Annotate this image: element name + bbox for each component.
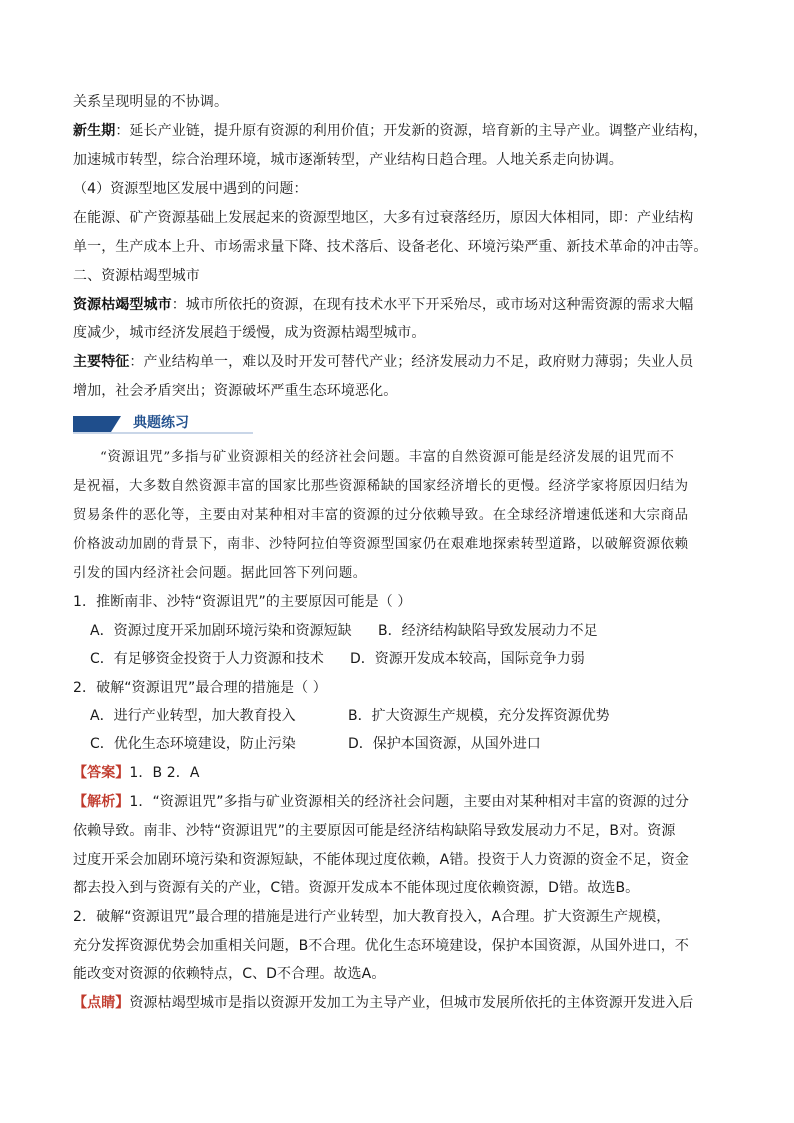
option-b: B．经济结构缺陷导致发展动力不足 [378,623,598,639]
text-span: ：延长产业链，提升原有资源的利用价值；开发新的资源，培育新的主导产业。调整产业结构， [115,123,708,139]
text-line: 在能源、矿产资源基础上发展起来的资源型地区，大多有过衰落经历，原因大体相同，即：产业结构 [73,210,694,226]
section-title: 典题练习 [133,415,189,431]
option-a: A．资源过度开采加剧环境污染和资源短缺 [90,623,352,639]
text-span: 1．“资源诅咒”多指与矿业资源相关的经济社会问题，主要由对某种相对丰富的资源的过分 [129,794,689,810]
banner-bar [73,416,111,432]
passage-line: 引发的国内经济社会问题。据此回答下列问题。 [73,566,367,581]
text-line [73,352,736,372]
term-label: 资源枯竭型城市 [73,297,172,313]
analysis-line: 充分发挥资源优势会加重相关问题，B不合理。优化生态环境建设，保护本国资源，从国外进口，不 [73,938,690,954]
option-c: C．有足够资金投资于人力资源和技术 [90,651,324,667]
text-span: ：产业结构单一，难以及时开发可替代产业；经济发展动力不足，政府财力薄弱；失业人员 [129,354,694,370]
analysis-line: 依赖导致。南非、沙特“资源诅咒”的主要原因可能是经济结构缺陷导致发展动力不足，B对。资源 [73,823,676,839]
analysis-line [73,792,736,812]
tip-line [73,993,736,1013]
passage-line: 是祝福，大多数自然资源丰富的国家比那些资源稀缺的国家经济增长的更慢。经济学家将原因归结为 [73,479,689,494]
question-stem: 1．推断南非、沙特“资源诅咒”的主要原因可能是（ ） [73,594,412,610]
term-label: 新生期 [73,123,116,139]
question-stem: 2．破解“资源诅咒”最合理的措施是（ ） [73,680,327,696]
passage-line: 价格波动加剧的背景下，南非、沙特阿拉伯等资源型国家仍在艰难地探索转型道路，以破解资源依赖 [73,537,689,552]
analysis-line: 过度开采会加剧环境污染和资源短缺，不能体现过度依赖，A错。投资于人力资源的资金不足，资金 [73,852,689,868]
text-line: 加速城市转型，综合治理环境，城市逐渐转型，产业结构日趋合理。人地关系走向协调。 [73,152,623,168]
text-line: 单一，生产成本上升、市场需求量下降、技术落后、设备老化、环境污染严重、新技术革命的冲击等。 [73,239,708,255]
section-banner [73,413,253,431]
option-d: D．资源开发成本较高，国际竞争力弱 [350,651,585,667]
text-line: 增加，社会矛盾突出；资源破坏严重生态环境恶化。 [73,383,398,399]
answer-line [73,763,736,783]
banner-triangle [111,416,121,432]
passage-line: “资源诅咒”多指与矿业资源相关的经济社会问题。丰富的自然资源可能是经济发展的诅咒而不 [100,450,675,465]
term-label: 主要特征 [73,354,130,370]
text-line: 关系呈现明显的不协调。 [73,94,229,110]
section-heading: 二、资源枯竭型城市 [73,268,200,284]
text-line [73,121,736,141]
option-c: C．优化生态环境建设，防止污染 [90,736,296,752]
analysis-line: 2．破解“资源诅咒”最合理的措施是进行产业转型，加大教育投入，A合理。扩大资源生产规模， [73,909,671,925]
option-a: A．进行产业转型，加大教育投入 [90,708,296,724]
passage-line: 贸易条件的恶化等，主要由对某种相对丰富的资源的过分依赖导致。在全球经济增速低迷和大宗商品 [73,508,689,523]
answer-text: 1．B 2．A [129,765,200,781]
analysis-line: 能改变对资源的依赖特点，C、D不合理。故选A。 [73,966,386,982]
text-span: 资源枯竭型城市是指以资源开发加工为主导产业，但城市发展所依托的主体资源开发进入后 [129,995,694,1011]
text-line [73,295,736,315]
text-line: 度减少，城市经济发展趋于缓慢，成为资源枯竭型城市。 [73,325,426,341]
option-d: D．保护本国资源，从国外进口 [348,736,541,752]
analysis-label: 【解析】 [73,794,130,810]
tip-label: 【点睛】 [73,995,130,1011]
answer-label: 【答案】 [73,765,130,781]
subheading: （4）资源型地区发展中遇到的问题： [73,181,308,197]
text-span: ：城市所依托的资源，在现有技术水平下开采殆尽，或市场对这种需资源的需求大幅 [171,297,694,313]
option-b: B．扩大资源生产规模，充分发挥资源优势 [348,708,610,724]
analysis-line: 都去投入到与资源有关的产业，C错。资源开发成本不能体现过度依赖资源，D错。故选B。 [73,880,640,896]
